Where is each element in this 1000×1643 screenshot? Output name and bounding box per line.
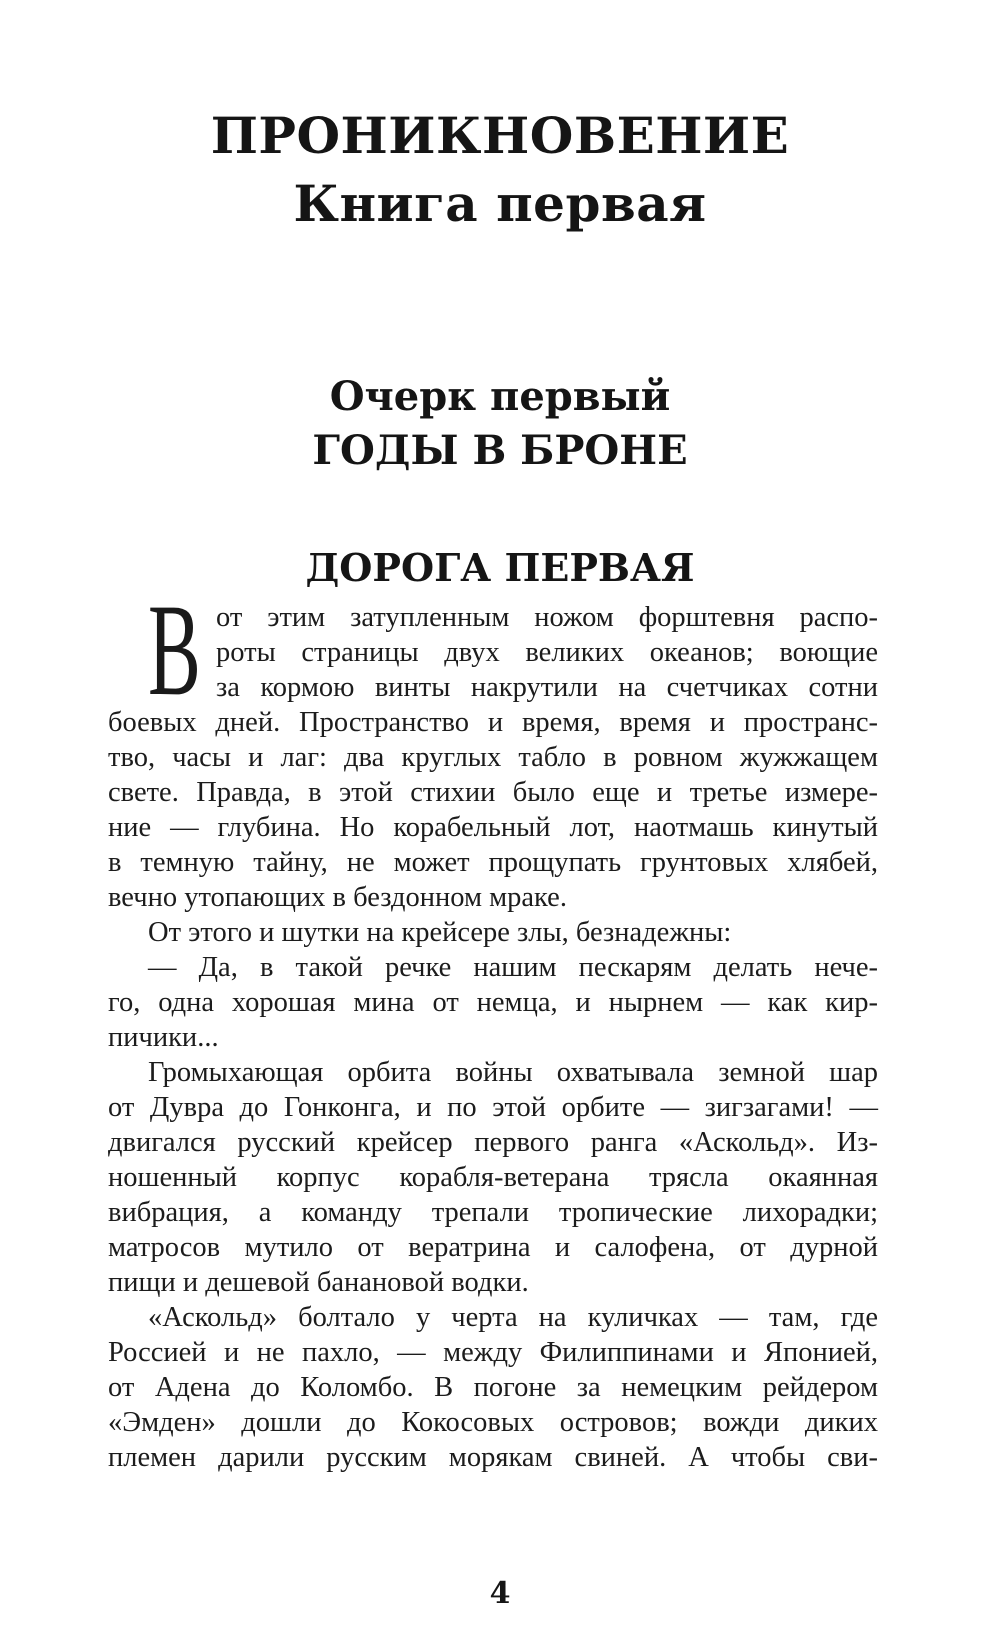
text-line: от Адена до Коломбо. В погоне за немецким рейдером [108, 1372, 878, 1403]
text-line: пищи и дешевой банановой водки. [108, 1267, 529, 1298]
text-line: от Дувра до Гонконга, и по этой орбите — зигзагами! — [108, 1092, 878, 1123]
book-subtitle: Книга первая [293, 174, 707, 233]
essay-label: Очерк первый [329, 373, 671, 420]
text-line: матросов мутило от вератрина и салофена, от дурной [108, 1232, 878, 1263]
text-line: свете. Правда, в этой стихии было еще и третье измере- [108, 777, 878, 808]
essay-title: ГОДЫ В БРОНЕ [312, 427, 688, 474]
text-line: боевых дней. Пространство и время, время и пространс- [108, 707, 878, 738]
essay-title-block [0, 370, 1000, 478]
text-line: ние — глубина. Но корабельный лот, наотмашь кинутый [108, 812, 878, 843]
text-line: От этого и шутки на крейсере злы, безнадежны: [148, 917, 732, 948]
page-number: 4 [489, 1576, 511, 1611]
text-line: «Эмден» дошли до Кокосовых островов; вожди диких [108, 1407, 878, 1438]
body-text [108, 600, 878, 1475]
chapter-title: ДОРОГА ПЕРВАЯ [305, 545, 695, 590]
drop-cap-letter: В [148, 576, 201, 723]
text-line: Россией и не пахло, — между Филиппинами и Японией, [108, 1337, 878, 1368]
text-line: вибрация, а команду трепали тропические лихорадки; [108, 1197, 878, 1228]
book-title-block [0, 102, 1000, 238]
text-line: от этим затупленным ножом форштевня распо- [216, 602, 878, 633]
text-line: ношенный корпус корабля-ветерана трясла окаянная [108, 1162, 878, 1193]
text-line: тво, часы и лаг: два круглых табло в ровном жужжащем [108, 742, 878, 773]
text-line: за кормою винты накрутили на счетчиках сотни [216, 672, 878, 703]
text-line: «Аскольд» болтало у черта на куличках — там, где [148, 1302, 878, 1333]
text-line: Громыхающая орбита войны охватывала земной шар [148, 1057, 878, 1088]
book-title: ПРОНИКНОВЕНИЕ [210, 106, 790, 165]
text-line: пичики... [108, 1022, 219, 1053]
text-line: — Да, в такой речке нашим пескарям делать нече- [148, 952, 878, 983]
text-line: вечно утопающих в бездонном мраке. [108, 882, 567, 913]
text-line: в темную тайну, не может прощупать грунтовых хлябей, [108, 847, 878, 878]
text-line: двигался русский крейсер первого ранга «Аскольд». Из- [108, 1127, 878, 1158]
text-line: роты страницы двух великих океанов; воющие [216, 637, 878, 668]
text-line: го, одна хорошая мина от немца, и нырнем — как кир- [108, 987, 878, 1018]
text-line: племен дарили русским морякам свиней. А чтобы сви- [108, 1442, 878, 1473]
